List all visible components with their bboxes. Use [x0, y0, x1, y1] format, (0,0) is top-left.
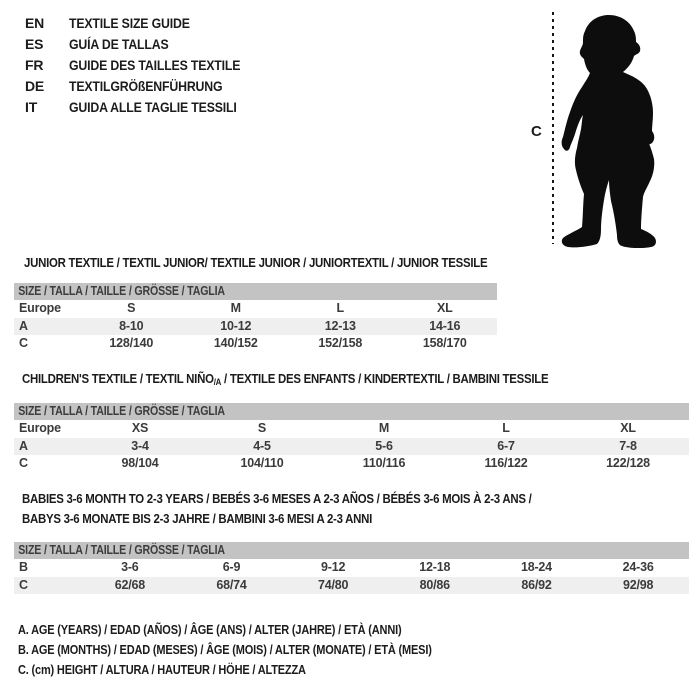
junior-section-title: JUNIOR TEXTILE / TEXTIL JUNIOR/ TEXTILE JUNIOR / JUNIORTEXTIL / JUNIOR TESSILE	[24, 255, 488, 270]
height-measure-dashed-line	[552, 12, 554, 244]
children-size-table	[14, 403, 689, 473]
table-cell: 4-5	[201, 438, 323, 456]
size-header-bar	[14, 403, 689, 420]
column-header: S	[257, 421, 267, 435]
table-cell: 10-12	[184, 318, 289, 336]
language-code: IT	[25, 99, 38, 115]
table-cell: 12-18	[419, 560, 451, 574]
table-cell: 74/80	[282, 577, 384, 595]
row-label: A	[14, 438, 79, 456]
table-cell: 9-12	[321, 560, 346, 574]
list-item	[25, 97, 264, 118]
table-cell: 140/152	[213, 336, 258, 350]
size-header-text: SIZE / TALLA / TAILLE / GRÖSSE / TAGLIA	[18, 404, 225, 418]
table-row	[14, 318, 497, 336]
table-row	[14, 335, 497, 353]
table-row	[14, 455, 689, 473]
table-cell: 98/104	[121, 456, 159, 470]
legend-line-c: C. (cm) HEIGHT / ALTURA / HAUTEUR / HÖHE / ALTEZZA	[18, 663, 306, 677]
column-header: M	[378, 421, 390, 435]
column-header: S	[127, 301, 136, 315]
babies-size-table	[14, 542, 689, 594]
table-cell: 12-13	[288, 318, 393, 336]
column-header: L	[336, 301, 344, 315]
column-header: M	[230, 301, 241, 315]
row-label: B	[19, 560, 28, 574]
table-cell: 5-6	[323, 438, 445, 456]
guide-title: GUIDE DES TAILLES TEXTILE	[69, 57, 241, 73]
table-cell: 14-16	[393, 318, 498, 336]
language-title-list	[25, 13, 264, 118]
language-code: EN	[25, 15, 45, 31]
list-item	[25, 76, 264, 97]
table-cell: 158/170	[422, 336, 467, 350]
row-label: A	[14, 318, 79, 336]
size-header-text: SIZE / TALLA / TAILLE / GRÖSSE / TAGLIA	[18, 543, 225, 557]
list-item	[25, 34, 264, 55]
guide-title: GUIDA ALLE TAGLIE TESSILI	[69, 99, 237, 115]
table-cell: 80/86	[384, 577, 486, 595]
children-title-suffix: / TEXTILE DES ENFANTS / KINDERTEXTIL / BAMBINI TESSILE	[221, 371, 549, 386]
table-row	[14, 559, 689, 577]
table-cell: 3-6	[121, 560, 139, 574]
height-measure-label: C	[531, 123, 542, 140]
row-label: Europe	[19, 301, 61, 315]
column-header: XL	[436, 301, 453, 315]
row-label: Europe	[19, 421, 61, 435]
table-cell: 3-4	[79, 438, 201, 456]
children-section-title	[22, 371, 548, 387]
list-item	[25, 13, 264, 34]
table-cell: 122/128	[606, 456, 650, 470]
table-cell: 92/98	[587, 577, 689, 595]
measurement-legend	[18, 620, 488, 680]
junior-size-table	[14, 283, 497, 353]
table-cell: 68/74	[181, 577, 283, 595]
babies-title-line1: BABIES 3-6 MONTH TO 2-3 YEARS / BEBÉS 3-6 MESES A 2-3 AÑOS / BÉBÉS 3-6 MOIS À 2-3 ANS /	[22, 491, 532, 506]
table-cell: 6-9	[222, 560, 241, 574]
table-cell: 6-7	[445, 438, 567, 456]
table-cell: 128/140	[109, 336, 154, 350]
language-code: FR	[25, 57, 44, 73]
table-cell: 104/110	[240, 456, 284, 470]
column-header-row	[14, 420, 689, 438]
list-item	[25, 55, 264, 76]
table-cell: 62/68	[79, 577, 181, 595]
size-header-bar	[14, 542, 689, 559]
children-title-subscript: /A	[213, 377, 222, 387]
column-header: XS	[131, 421, 149, 435]
row-label: C	[19, 336, 28, 350]
language-code: DE	[25, 78, 45, 94]
row-label: C	[14, 577, 79, 595]
size-header-text: SIZE / TALLA / TAILLE / GRÖSSE / TAGLIA	[18, 284, 225, 298]
row-label: C	[19, 456, 28, 470]
table-cell: 24-36	[622, 560, 654, 574]
table-cell: 18-24	[520, 560, 552, 574]
table-cell: 116/122	[484, 456, 528, 470]
table-cell: 152/158	[318, 336, 363, 350]
table-row	[14, 438, 689, 456]
column-header: XL	[620, 421, 636, 435]
table-cell: 110/116	[362, 456, 406, 470]
table-cell: 8-10	[79, 318, 184, 336]
table-row	[14, 577, 689, 595]
babies-title-line2: BABYS 3-6 MONATE BIS 2-3 JAHRE / BAMBINI 3-6 MESI A 2-3 ANNI	[22, 511, 373, 526]
legend-line-b: B. AGE (MONTHS) / EDAD (MESES) / ÂGE (MOIS) / ALTER (MONATE) / ETÀ (MESI)	[18, 643, 432, 657]
column-header: L	[502, 421, 510, 435]
babies-section-title	[22, 489, 532, 529]
language-code: ES	[25, 36, 44, 52]
column-header-row	[14, 300, 497, 318]
guide-title: GUÍA DE TALLAS	[69, 36, 169, 52]
legend-line-a: A. AGE (YEARS) / EDAD (AÑOS) / ÂGE (ANS) / ALTER (JAHRE) / ETÀ (ANNI)	[18, 623, 402, 637]
children-title-prefix: CHILDREN'S TEXTILE / TEXTIL NIÑO	[22, 371, 214, 386]
size-header-bar	[14, 283, 497, 300]
guide-title: TEXTILE SIZE GUIDE	[69, 15, 190, 31]
guide-title: TEXTILGRÖßENFÜHRUNG	[69, 78, 223, 94]
table-cell: 7-8	[567, 438, 689, 456]
table-cell: 86/92	[486, 577, 588, 595]
toddler-silhouette-icon	[556, 8, 666, 248]
